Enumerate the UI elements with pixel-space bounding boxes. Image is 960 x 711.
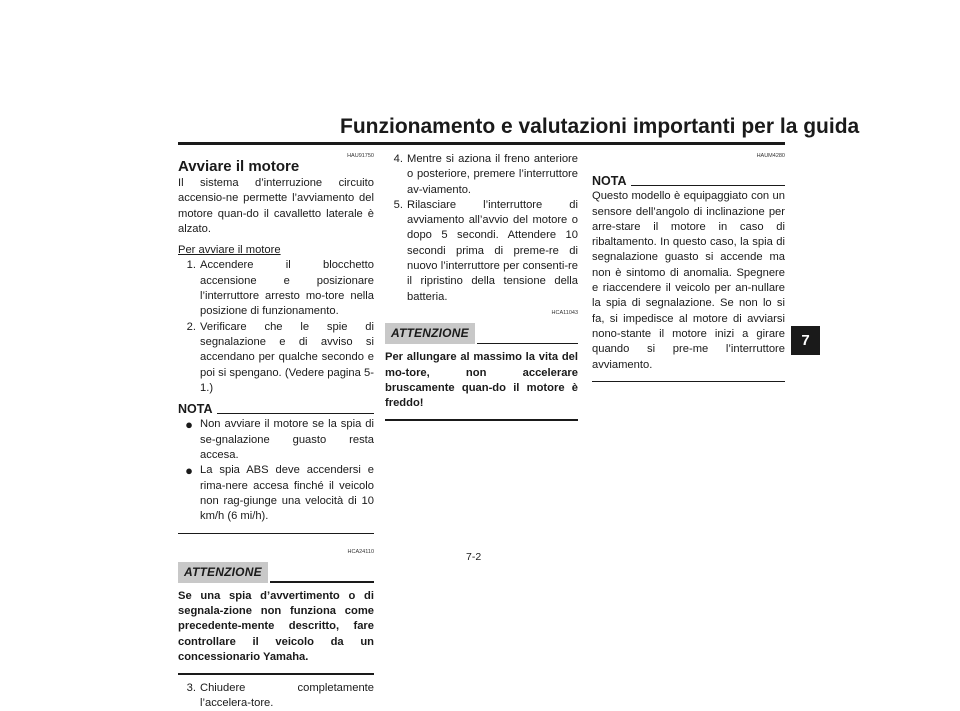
- warning-rule: [270, 581, 374, 583]
- warning-end-rule: [385, 419, 578, 421]
- chapter-tab: 7: [791, 326, 820, 355]
- nota-header: [592, 174, 785, 189]
- nota-rule: [217, 413, 375, 414]
- steps-list-continued: [178, 681, 374, 711]
- step-text: Mentre si aziona il freno anteriore o posteriore, premere l’interruttore av-viamento.: [407, 153, 578, 196]
- nota-text: Questo modello è equipaggiato con un sensore dell’angolo di inclinazione per arre-stare il motore in caso di ribaltamento. In questo caso, la spia di segnalazione guasto si accende ma non è sintomo di anomalia. Spegnere e riaccendere il veicolo per an-nullare la spia di segnalazione. Se non lo si fa, si impedisce al motore di avviarsi nono-stante il motore inizi a girare quando si pre-me l’interruttore avviamento.: [592, 190, 785, 371]
- section-code: HAU91750: [347, 153, 374, 159]
- nota-label: NOTA: [592, 174, 627, 188]
- warning-code: HCA24110: [347, 548, 374, 555]
- step-item: [178, 320, 374, 396]
- column-1: [178, 152, 374, 711]
- section-heading: Avviare il motore: [178, 158, 300, 175]
- steps-list: [385, 152, 578, 305]
- bullet-text: Non avviare il motore se la spia di se-gnalazione guasto resta accesa.: [200, 418, 374, 462]
- nota-end-rule: [592, 381, 785, 382]
- nota-header: [178, 402, 374, 417]
- nota-end-rule: [178, 533, 374, 534]
- step-item: [178, 258, 374, 319]
- nota-label: NOTA: [178, 402, 213, 417]
- step-text: Chiudere completamente l’accelera-tore.: [200, 681, 374, 710]
- bullet-item: [178, 417, 374, 463]
- step-item: [385, 198, 578, 305]
- warning-rule: [477, 343, 578, 345]
- page-title: Funzionamento e valutazioni importanti per la guida: [340, 115, 860, 138]
- step-number: 5.: [393, 198, 403, 211]
- step-item: [385, 152, 578, 198]
- bullet-icon: ●: [185, 417, 193, 433]
- section-code: HAUM4280: [756, 153, 785, 159]
- subheading: Per avviare il motore: [178, 244, 281, 257]
- title-rule: [178, 142, 785, 145]
- step-number: 1.: [186, 259, 196, 272]
- column-2: [385, 152, 578, 421]
- warning-header: [178, 562, 374, 583]
- step-text: Accendere il blocchetto accensione e posizionare l’interruttore arresto mo-tore nella posizione di funzionamento.: [200, 259, 374, 318]
- intro-paragraph: Il sistema d’interruzione circuito accensio-ne permette l’avviamento del motore quan-do il cavalletto laterale è alzato.: [178, 177, 374, 235]
- bullet-item: [178, 463, 374, 524]
- warning-label: ATTENZIONE: [385, 323, 475, 344]
- warning-end-rule: [178, 673, 374, 675]
- step-text: Rilasciare l’interruttore di avviamento all’avvio del motore o dopo 5 secondi. Attendere 10 secondi prima di preme-re di nuovo l’interruttore per consenti-re il ripristino della tensione della batteria.: [407, 198, 578, 303]
- warning-text: Per allungare al massimo la vita del mo-tore, non accelerare bruscamente quan-do il motore è freddo!: [385, 351, 578, 410]
- column-3: [592, 152, 785, 382]
- bullet-icon: ●: [185, 463, 193, 479]
- nota-rule: [631, 185, 786, 186]
- warning-code: HCA11043: [551, 309, 578, 316]
- warning-label: ATTENZIONE: [178, 562, 268, 583]
- step-number: 3.: [186, 681, 196, 694]
- page-number: 7-2: [466, 551, 482, 563]
- step-number: 2.: [186, 320, 196, 333]
- bullet-text: La spia ABS deve accendersi e rima-nere accesa finché il veicolo non rag-giunge una velocità di 10 km/h (6 mi/h).: [200, 464, 374, 523]
- step-item: [178, 681, 374, 711]
- steps-list: [178, 258, 374, 396]
- warning-header: [385, 323, 578, 344]
- warning-text: Se una spia d’avvertimento o di segnala-zione non funziona come precedente-mente descritto, fare controllare il veicolo da un concessionario Yamaha.: [178, 589, 374, 664]
- step-number: 4.: [393, 153, 403, 165]
- step-text: Verificare che le spie di segnalazione e di avviso si accendano per qualche secondo e poi si spengano. (Vedere pagina 5-1.): [200, 320, 374, 394]
- nota-bullets: [178, 417, 374, 524]
